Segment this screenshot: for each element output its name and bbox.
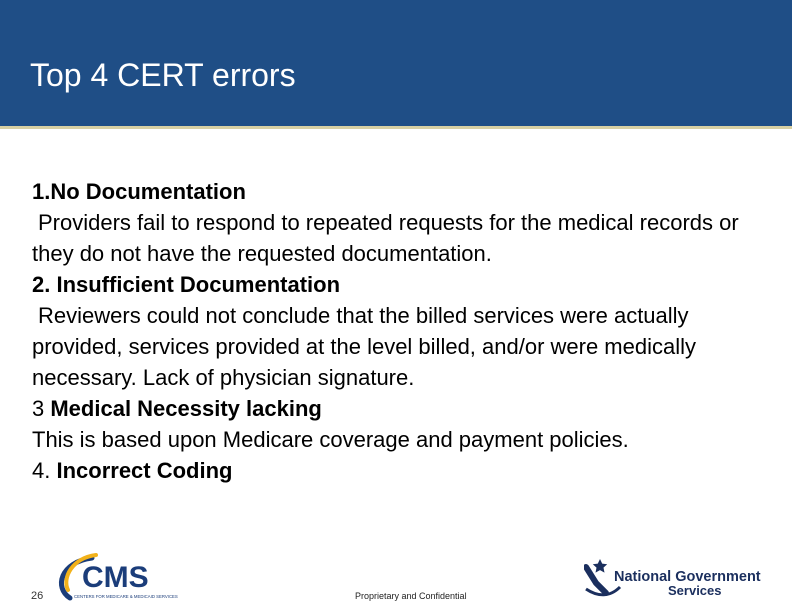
confidential-notice: Proprietary and Confidential xyxy=(355,591,467,601)
ngs-wordmark-line2: Services xyxy=(668,583,722,598)
item3-line xyxy=(32,393,780,424)
slide-body xyxy=(32,176,780,486)
item4-heading: Incorrect Coding xyxy=(56,458,233,483)
cms-tagline: CENTERS FOR MEDICARE & MEDICAID SERVICES xyxy=(74,594,178,599)
star-icon xyxy=(593,559,607,573)
title-divider xyxy=(0,126,792,129)
item2-heading: 2. Insufficient Documentation xyxy=(32,272,341,297)
item4-number: 4. xyxy=(32,458,57,483)
ngs-wordmark-line1: National Government xyxy=(614,569,761,585)
ngs-logo xyxy=(584,553,774,603)
cms-wordmark: CMS xyxy=(82,561,149,594)
item1-heading: 1.No Documentation xyxy=(32,179,246,204)
title-bar xyxy=(0,0,792,126)
item4-line xyxy=(32,455,780,486)
item1-text: Providers fail to respond to repeated requests for the medical records or they do not have the requested documentation. xyxy=(32,210,739,266)
item3-number: 3 xyxy=(32,396,51,421)
cms-logo xyxy=(52,550,182,604)
page-number: 26 xyxy=(31,590,44,602)
item2-text: Reviewers could not conclude that the billed services were actually provided, services provided at the level billed, and/or were medically necessary. Lack of physician signature. xyxy=(32,303,697,390)
slide-title: Top 4 CERT errors xyxy=(30,57,296,93)
item3-text: This is based upon Medicare coverage and payment policies. xyxy=(32,427,629,452)
item3-heading: Medical Necessity lacking xyxy=(50,396,322,421)
